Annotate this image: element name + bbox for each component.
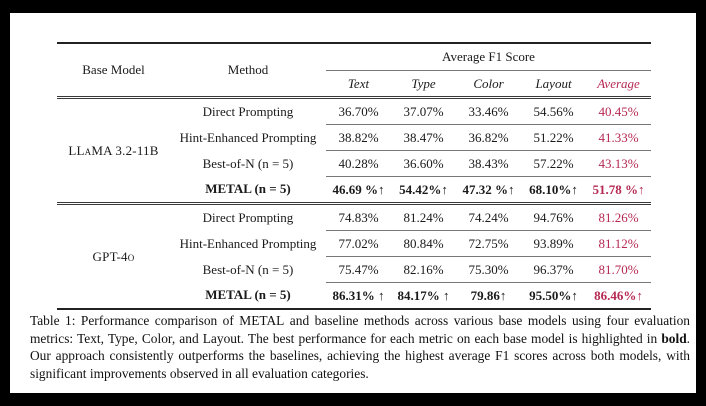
metric-value: 80.84%	[391, 231, 456, 257]
method-label: Hint-Enhanced Prompting	[179, 235, 317, 251]
table-row	[57, 98, 651, 125]
metric-value: 47.32 %↑	[462, 181, 515, 197]
metric-value: 81.24%	[391, 204, 456, 231]
metric-value: 74.83%	[326, 204, 391, 231]
metric-value: 82.16%	[391, 257, 456, 283]
method-label: Best-of-N (n = 5)	[202, 155, 294, 171]
method-label: Direct Prompting	[202, 103, 294, 119]
metric-value: 75.30%	[456, 257, 521, 283]
metric-value: 37.07%	[391, 98, 456, 125]
column-header-layout: Layout	[535, 75, 572, 91]
method-label: METAL (n = 5)	[205, 287, 291, 303]
metric-value: 95.50%↑	[529, 287, 578, 303]
column-header-base-model: Base Model	[82, 62, 145, 77]
metric-value: 86.46%↑	[594, 287, 643, 303]
metric-value: 38.47%	[391, 125, 456, 151]
metric-value: 36.70%	[326, 98, 391, 125]
metric-value: 77.02%	[326, 231, 391, 257]
base-model-label: LLaMA 3.2-11B	[68, 142, 159, 158]
caption-text-segment: . Our approach consistently outperforms the baselines, achieving the highest average F1 scores across both models, with significant improvements observed in all evaluation categories.	[30, 330, 690, 381]
method-label: Hint-Enhanced Prompting	[179, 129, 317, 145]
metric-value: 94.76%	[521, 204, 586, 231]
metric-value: 81.12%	[586, 231, 651, 257]
base-model-label: GPT-4o	[92, 248, 135, 264]
table-caption	[30, 312, 690, 382]
metric-value: 40.45%	[586, 98, 651, 125]
column-header-type: Type	[411, 75, 436, 91]
metric-value: 38.82%	[326, 125, 391, 151]
metric-value: 46.69 %↑	[332, 181, 385, 197]
method-label: Direct Prompting	[202, 209, 294, 225]
caption-text-segment: bold	[661, 330, 687, 346]
method-label: Best-of-N (n = 5)	[202, 261, 294, 277]
column-header-average: Average	[597, 75, 640, 91]
metric-value: 75.47%	[326, 257, 391, 283]
metric-value: 93.89%	[521, 231, 586, 257]
method-label: METAL (n = 5)	[205, 181, 291, 197]
block-gpt4o	[57, 204, 651, 310]
column-header-color: Color	[473, 75, 504, 91]
results-table	[57, 42, 651, 310]
results-table-container	[57, 42, 651, 310]
metric-value: 57.22%	[521, 151, 586, 177]
metric-value: 84.17% ↑	[397, 287, 450, 303]
metric-value: 54.56%	[521, 98, 586, 125]
caption-text-segment: Table 1: Performance comparison of	[30, 313, 240, 328]
paper-page-background	[10, 13, 696, 393]
metric-value: 51.22%	[521, 125, 586, 151]
metric-value: 86.31% ↑	[332, 287, 385, 303]
column-header-text: Text	[347, 75, 370, 91]
metric-value: 51.78 %↑	[592, 181, 645, 197]
metric-value: 81.70%	[586, 257, 651, 283]
metric-value: 40.28%	[326, 151, 391, 177]
metric-value: 72.75%	[456, 231, 521, 257]
caption-text-segment: METAL	[239, 313, 285, 328]
metric-value: 74.24%	[456, 204, 521, 231]
column-group-average-f1-score: Average F1 Score	[326, 43, 651, 71]
metric-value: 33.46%	[456, 98, 521, 125]
header-row-1	[57, 43, 651, 71]
table-row	[57, 204, 651, 231]
metric-value: 68.10%↑	[529, 181, 578, 197]
metric-value: 36.60%	[391, 151, 456, 177]
caption-text-segment: and baseline methods across various base models using four evaluation metrics: Text, Type, Color, and Layout. The best performance for each metric on each base model is highlighted in	[30, 313, 690, 346]
metric-value: 96.37%	[521, 257, 586, 283]
metric-value: 38.43%	[456, 151, 521, 177]
metric-value: 41.33%	[586, 125, 651, 151]
table-header	[57, 43, 651, 98]
metric-value: 79.86↑	[470, 287, 507, 303]
metric-value: 81.26%	[586, 204, 651, 231]
column-header-method: Method	[227, 62, 269, 77]
metric-value: 54.42%↑	[399, 181, 448, 197]
block-llama	[57, 98, 651, 204]
metric-value: 43.13%	[586, 151, 651, 177]
metric-value: 36.82%	[456, 125, 521, 151]
